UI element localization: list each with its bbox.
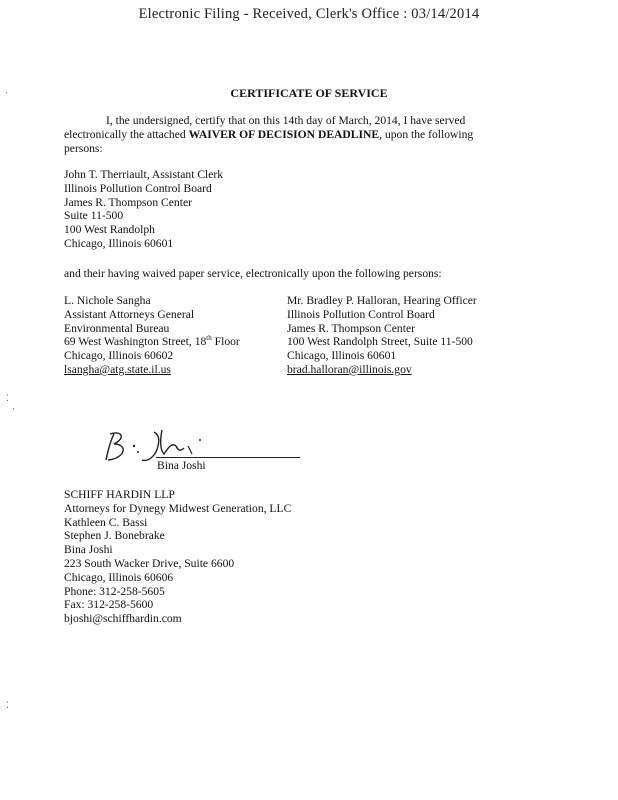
street-floor: Floor [211, 335, 240, 349]
address-line: John T. Therriault, Assistant Clerk [64, 168, 224, 181]
address-line: Suite 11-500 [64, 209, 124, 223]
street-text: 69 West Washington Street, 18 [64, 335, 207, 349]
left-recipient [64, 294, 240, 377]
service-paragraph [64, 114, 504, 156]
waived-service-text [64, 267, 442, 281]
recipient-line: Mr. Bradley P. Halloran, Hearing Officer [287, 294, 477, 307]
recipient-city: Chicago, Illinois 60602 [64, 349, 174, 363]
firm-line: Bina Joshi [64, 543, 113, 557]
signature-line [156, 457, 300, 458]
firm-line: Phone: 312-258-5605 [64, 584, 165, 598]
scan-mark: ⁚ [6, 700, 9, 710]
address-line: James R. Thompson Center [64, 195, 192, 209]
recipient-name: L. Nichole Sangha [64, 294, 151, 307]
address-line: 100 West Randolph [64, 223, 155, 237]
firm-email: bjoshi@schiffhardin.com [64, 612, 182, 626]
intro-text-2: , upon the following persons: [64, 128, 474, 155]
scan-mark: · [12, 404, 15, 414]
scan-mark: ⁚ [6, 393, 9, 403]
right-recipient [287, 294, 477, 377]
scan-mark: · [5, 88, 8, 98]
signer-name: Bina Joshi [157, 459, 206, 472]
clerk-address [64, 168, 223, 251]
recipient-line: 100 West Randolph Street, Suite 11-500 [287, 335, 473, 349]
firm-signature-block [64, 488, 291, 626]
recipient-line: James R. Thompson Center [287, 321, 415, 335]
firm-line: Kathleen C. Bassi [64, 515, 148, 529]
firm-line: 223 South Wacker Drive, Suite 6600 [64, 556, 235, 570]
recipient-email-link[interactable]: lsangha@atg.state.il.us [64, 362, 171, 376]
recipient-street [64, 335, 240, 349]
waived-text-line: and their having waived paper service, electronically upon the following persons: [64, 267, 442, 280]
street-superscript: th [206, 334, 212, 343]
firm-line: Attorneys for Dynegy Midwest Generation, LLC [64, 501, 292, 515]
firm-line: Stephen J. Bonebrake [64, 529, 165, 543]
firm-line: SCHIFF HARDIN LLP [64, 488, 175, 501]
filing-stamp: Electronic Filing - Received, Clerk's Office : 03/14/2014 [138, 6, 480, 22]
document-name: WAIVER OF DECISION DEADLINE [188, 128, 380, 141]
address-line: Chicago, Illinois 60601 [64, 236, 174, 250]
recipient-dept: Environmental Bureau [64, 321, 170, 335]
document-title: CERTIFICATE OF SERVICE [230, 86, 388, 100]
recipient-line: Illinois Pollution Control Board [287, 307, 435, 321]
address-line: Illinois Pollution Control Board [64, 181, 212, 195]
firm-line: Chicago, Illinois 60606 [64, 570, 174, 584]
recipient-line: Chicago, Illinois 60601 [287, 349, 397, 363]
firm-line: Fax: 312-258-5600 [64, 598, 154, 612]
recipient-title: Assistant Attorneys General [64, 307, 195, 321]
recipient-email-link[interactable]: brad.halloran@illinois.gov [287, 362, 412, 376]
intro-text-1: I, the undersigned, certify that on this 14th day of March, 2014, I have served electronically the attached [64, 114, 466, 141]
